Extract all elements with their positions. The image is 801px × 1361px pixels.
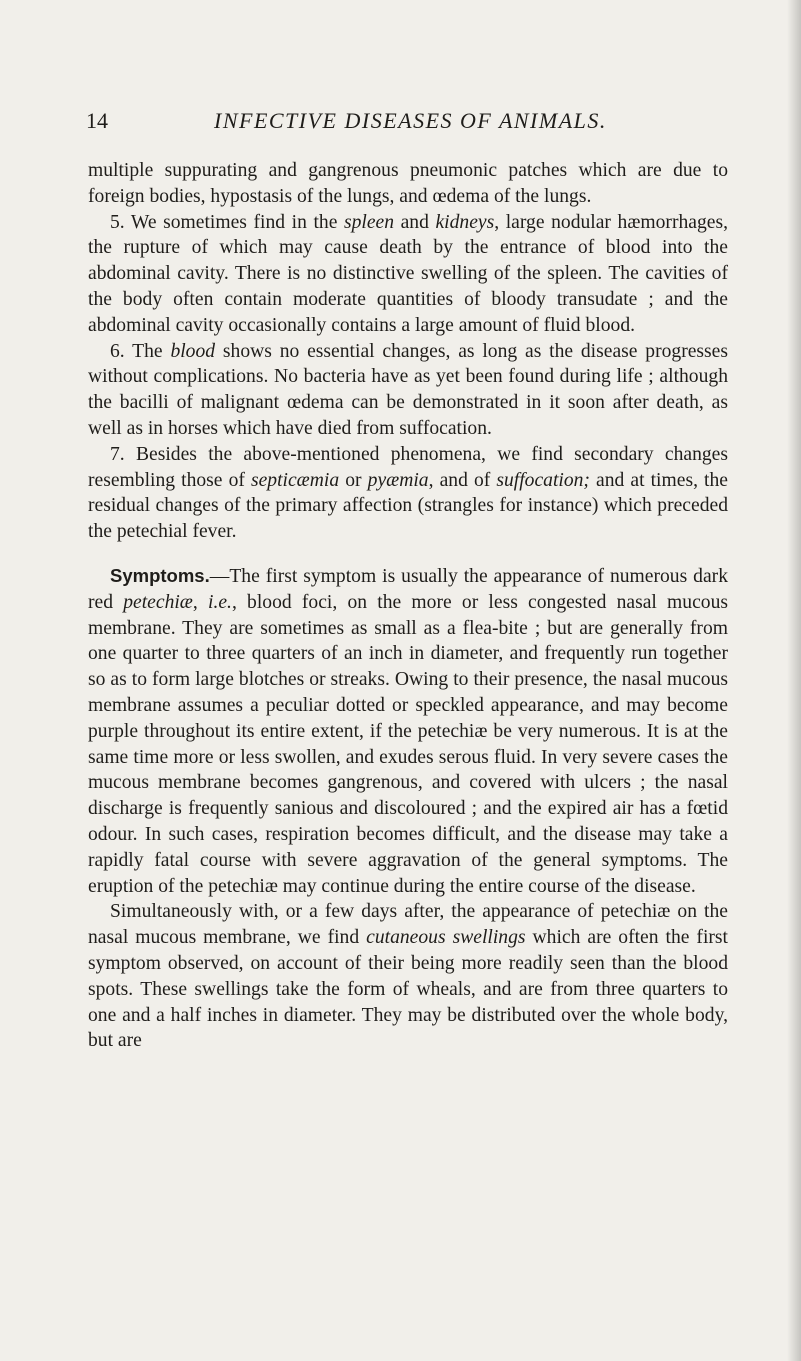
text-run: —The first symptom is usually the appearance of numerous dark red bbox=[88, 565, 728, 613]
paragraph-cutaneous-swellings bbox=[88, 899, 728, 1054]
running-title: INFECTIVE DISEASES OF ANIMALS. bbox=[214, 108, 607, 133]
text-run: , and of bbox=[428, 469, 497, 491]
paragraph-secondary-changes bbox=[88, 442, 728, 545]
page-body bbox=[88, 158, 728, 1054]
italic-term: cutaneous swellings bbox=[366, 927, 526, 949]
page-edge-shadow bbox=[787, 0, 801, 1361]
italic-term: suffocation; bbox=[496, 469, 590, 491]
page-number: 14 bbox=[86, 108, 108, 133]
paragraph-symptoms bbox=[88, 563, 728, 899]
text-run: , bbox=[192, 591, 208, 613]
text-run: , blood foci, on the more or less congested nasal mucous membrane. They are sometimes as small as a flea-bite ; but are generally from one quarter to three quarters of an inch in diameter, and frequently run together so as to form large blotches or streaks. Owing to their presence, the nasal mucous membrane assumes a peculiar dotted or speckled appearance, and may become purple throughout its entire extent, if the petechiæ be very numerous. It is at the same time more or less swollen, and exudes serous fluid. In very severe cases the mucous membrane becomes gangrenous, and covered with ulcers ; the nasal discharge is frequently sanious and discoloured ; and the expired air has a fœtid odour. In such cases, respiration becomes difficult, and the disease may take a rapidly fatal course with severe aggravation of the general symptoms. The eruption of the petechiæ may continue during the entire course of the disease. bbox=[88, 591, 729, 897]
italic-term: i.e. bbox=[208, 591, 232, 613]
italic-term: blood bbox=[170, 340, 216, 362]
text-run: 5. We sometimes find in the bbox=[110, 211, 344, 233]
paragraph-lungs bbox=[88, 158, 728, 210]
paragraph-text: multiple suppurating and gangrenous pneumonic patches which are due to foreign bodies, hypostasis of the lungs, and œdema of the lungs. bbox=[88, 160, 728, 207]
italic-term: petechiæ bbox=[123, 591, 193, 613]
text-run: or bbox=[339, 469, 368, 491]
italic-term: spleen bbox=[343, 211, 395, 233]
text-run: and bbox=[394, 211, 436, 233]
paragraph-spleen-kidneys bbox=[88, 210, 728, 339]
text-run: 7. Besides the above-mentioned phenomena, we find secondary changes resembling those of bbox=[88, 443, 728, 491]
text-run: Simultaneously with, or a few days after, the appearance of petechiæ on the nasal mucous membrane, we find bbox=[88, 901, 728, 949]
text-run: shows no essential changes, as long as the disease progresses without complications. No bacteria have as yet been found during life ; although the bacilli of malignant œdema can be demonstrated in it soon after death, as well as in horses which have died from suffocation. bbox=[88, 340, 728, 439]
section-heading-symptoms: Symptoms. bbox=[110, 564, 210, 586]
page-header bbox=[86, 108, 726, 138]
text-run: and at times, the residual changes of the primary affection (strangles for instance) which preceded the petechial fever. bbox=[88, 469, 728, 543]
italic-term: septicæmia bbox=[250, 469, 340, 491]
paragraph-blood bbox=[88, 339, 728, 442]
italic-term: kidneys bbox=[435, 211, 495, 233]
text-run: , large nodular hæmorrhages, the rupture of which may cause death by the entrance of blood into the abdominal cavity. There is no distinctive swelling of the spleen. The cavities of the body often contain moderate quantities of bloody transudate ; and the abdominal cavity occasionally contains a large amount of fluid blood. bbox=[88, 211, 728, 336]
text-run: which are often the first symptom observed, on account of their being more readily seen than the blood spots. These swellings take the form of wheals, and are from three quarters to one and a half inches in diameter. They may be distributed over the whole body, but are bbox=[88, 927, 728, 1052]
italic-term: pyæmia bbox=[367, 469, 429, 491]
text-run: 6. The bbox=[110, 340, 171, 362]
